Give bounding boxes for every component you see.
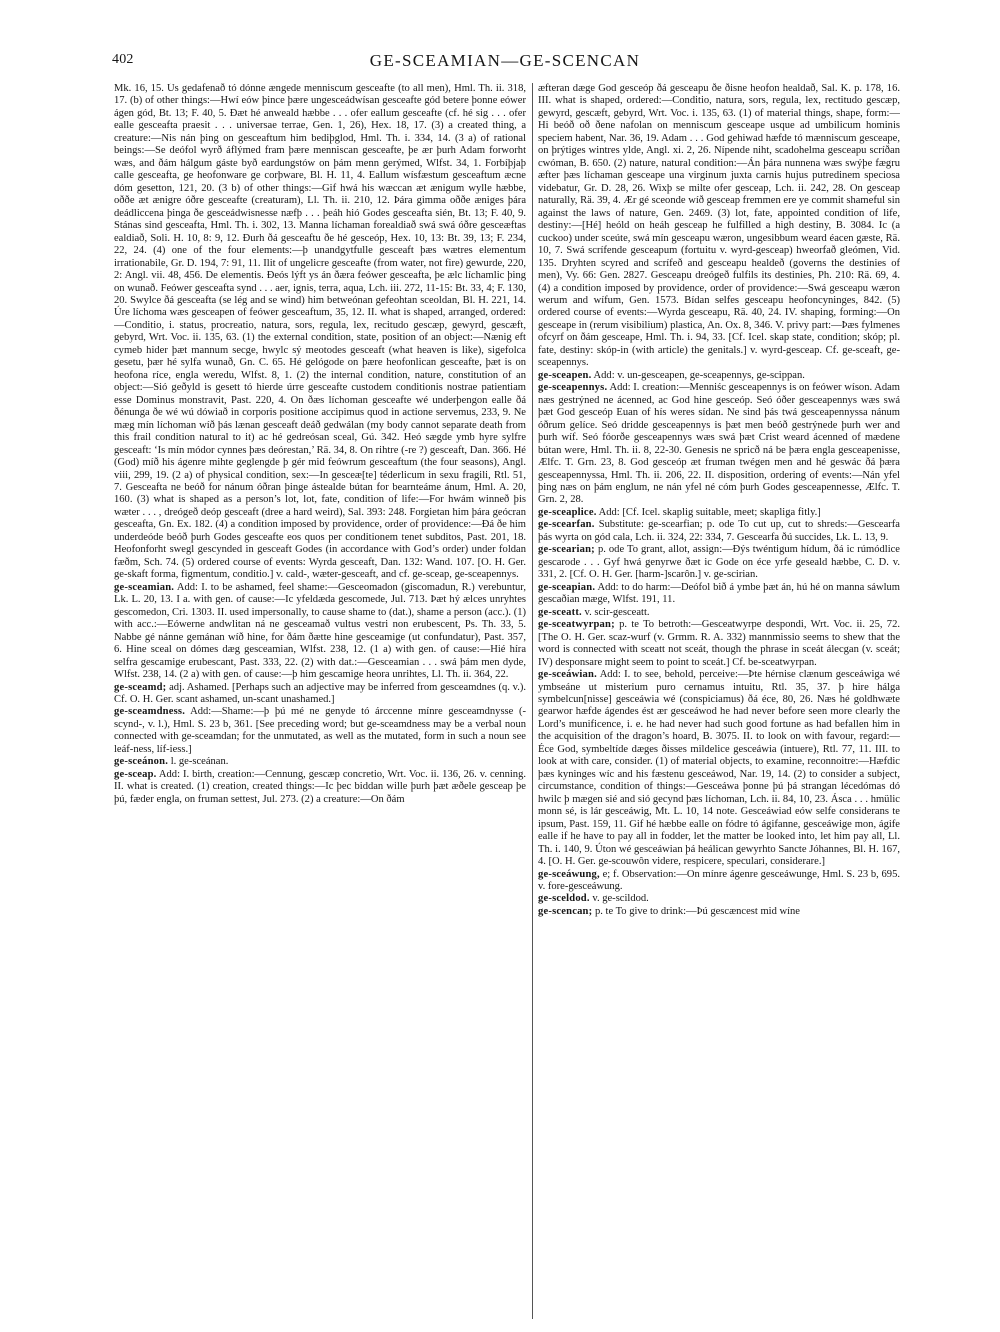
dictionary-entry <box>114 582 526 682</box>
entry-headword: ge-sceánon. <box>114 756 169 768</box>
entry-text: Mk. 16, 15. Ús gedafenað tó dónne ængede menniscum gesceafte (to all men), Hml. Th. ii. 318, 17. (b) of other things:—Hwí eów þince þære ungesceádwísan gesceafte gód betere þonne eówer ágen gód, Bt. 13; F. 40, 5. Ðæt hé anweald hæbbe . . . ofer eallum gesceafte (cf. hé sig . . . ofer ealle gesceafta praesit . . . universae terrae, Gen. 1, 26), Hex. 18, 17. (3) a created thing, a creature:—Nis nán þing on gesceaftum him bediþglod, Hml. Th. i. 334, 14. (3 a) of rational beings:—Se deófol wyrð áflýmed fram þære menniscan gesceafte, þe ær þurh Adam forworht wæs, and ðám hálgum gáste byð eardungstów on þám menn gerýmed, Wlfst. 34, 1. Forbíþjaþ calle gesceafta, ge heofonware ge corþware, Bl. H. 11, 4. Eallum wísfæstum gesceaftum æcne dóm gesetton, 121, 20. (3 b) of other things:—Gif hwá his wæccan æt ænigum wylle hæbbe, oððe æt ænigre óðre gesceafte (creaturam), Ll. Th. ii. 210, 12. Þára gimma oððe æniges þára deádliccena þinga ðe gesceádwisnesse næfþ . . . þeáh hió Godes gesceafta sién, Bt. 13; F. 40, 9. Stánas sind gesceafta, Hml. Th. i. 302, 13. Manna líchaman forealdiað swá swá óðre gesceæftas ealdiað, Soli. H. 10, 8: 9, 12. Ðurh ðá gesceaftu ðe hé gesceóp, Hex. 10, 13: Bt. 39, 13; F. 234, 22, 24. (4) one of the four elements:—þ unandgytfulle gesceaft þæs wætres elementum irrationabile, Gr. D. 194, 7: 91, 11. Ilit of ungelicre gesceafte (from water, not fire) gewurde, 220, 2: Angl. vii. 48, 456. De elementis. Ðeós lýft ys án ðæra feówer gesceafta, þe ælc líchamlic þing on wunað. Feówer gesceafta synd . . . aer, ignis, terra, aqua, Lch. iii. 272, 11-15: Bt. 33, 4; F. 130, 20. Swylce ðá gesceafta (se lég and se wind) him betweónan gefeohtan sceoldan, Bl. H. 221, 14. Úre líchoma wæs gesceapen of feówer gesceaftum, 35, 12. II. what is shaped, arranged, ordered:—Conditio, i. status, procreatio, natura, sors, regula, lex, recitudo gescæp, gewyrd, gescæft, gebyrd, Wrt. Voc. ii. 135, 63. (1) the external condition, state, position of an object:—Nænig eft cymeb hider þæt mannum secge, hwylc sý meotodes gesceaft (what heaven is like), sigefolca gesetu, þær hé sylfa wunað, Gn. C. 65. Hé gelógode on þære heofonlican gesceafte, þæt is on heofona ríce, engla weredu, Wlfst. 8, 1. (2) the internal condition, nature, constitution of an object:—Sió geðyld is gesett tó hierde úrre gesceafte custodem conditionis nostrae patientiam esse Dominus monstravit, Past. 220, 4. On ðæs líchoman gesceafte wé underþengon ealle ðá ðénunga ðe wé wú dówiað in corporis positione accipimus quod in actione servemus, 233, 9. Ne mæg mín líchoman wíð þás lænan gesceaft deáð gedwálan (my body cannot separate death from this frail condition natural to it) ac hé gedreósan sceal, Gú. 342. Heó sægde ymb hyre sylfre gesceaft: ‘Is mín módor cynnes þæs deórestan,’ Rä. 34, 8. On rihtre (-re ?) gesceaft, Dan. 366. Hé (God) míð his ágenre mihte geglengde þ gér mid feówrum gesceaftum (the four seasons), Angl. viii, 299, 19. (2 a) of physical condition, sex:—In gesceæ[te] téderlicum in sexu fragili, Rtl. 51, 7. Gesceafta ne beóð for nánum óðran þinge ástealde bútan for bearnteáme ánum, Hml. A. 20, 160. (3) what is shaped as a person’s lot, lot, fate, condition of life:—For hwám winneð þis wæter . . . , dreógeð deóp gesceaft (dree a hard weird), Sal. 393: 248. Forgietan him þára geócran gesceafta, Gn. Ex. 182. (4) a condition imposed by providence, order of providence:—Ðá ðe him underdeóde beóð þurh Godes gesceafte eos quos per conditionem tenet subditos, Past. 201, 18. Heofonforht swegl gescynded in gesceaft Godes (in accordance with God’s order) under foldan fæðm, Sch. 74. (5) ordered course of events: Wyrda gesceaft, Dan. 132: Wand. 107. [O. H. Ger. ge-skaft forma, figmentum, conditio.] v. cald-, wæter-gesceaft, and cf. ge-sceap, ge-sceapennys. <box>114 83 526 581</box>
dictionary-entry <box>538 370 900 382</box>
entry-headword: ge-scencan; <box>538 905 593 917</box>
entry-headword: ge-sceaplice. <box>538 506 597 518</box>
entry-headword: ge-sceatwyrpan; <box>538 619 615 631</box>
entry-text: p. te To betroth:—Gesceatwyrpe despondi, Wrt. Voc. ii. 25, 72. [The O. H. Ger. scaz-wurf (v. Grmm. R. A. 332) mannmissio seems to shew that the word is connected with sceatt not sceát, though the phrase in sceát álecgan (v. sceát; IV) desponsare might seem to point to sceát.] Cf. be-sceatwyrpan. <box>538 619 900 668</box>
dictionary-entry <box>114 83 526 582</box>
entry-text: adj. Ashamed. [Perhaps such an adjective may be inferred from gesceamdnes (q. v.). Cf. O. H. Ger. scant ashamed, un-scant unashamed.] <box>114 681 526 705</box>
entry-headword: ge-scearfan. <box>538 519 595 531</box>
dictionary-entry <box>538 519 900 544</box>
entry-headword: ge-sceáwian. <box>538 669 597 681</box>
dictionary-entry <box>538 893 900 905</box>
dictionary-entry <box>538 607 900 619</box>
page-number: 402 <box>112 52 134 67</box>
entry-text: æfteran dæge God gesceóp ðá gesceapu ðe ðisne heofon healdað, Sal. K. p. 178, 16. III. what is shaped, ordered:—Conditio, natura, sors, regula, lex, rectitudo gescæp, gewyrd, gescæft, gebyrd, Wrt. Voc. i. 135, 63. (1) of material things, shape, form:—Hi beóð oð ðene nafolan on menniscum gesceape usque ad umbilicum hominis speciem habent, Nar. 36, 19. Adam . . . God gehiwad hæfde tó mænniscum gesceape, on þrýtiges wintres ylde, Angl. xi. 2, 26. Nípende niht, scadohelma gesceapu scríðan cwóman, B. 650. (2) nature, natural condition:—Án þára nunnena wæs swýþe fægru æfter þæs líchaman gesceape una virginum juxta carnis hujus putredinem speciosa videbatur, Gr. D. 28, 26. Wixþ se milte ofer gesceap, Lch. ii. 242, 28. On gesceap naturally, Rä. 39, 4. Ær gé sceonde wíð gesceap fremmen ere ye commit shameful sin against the laws of nature, Gen. 2469. (3) lot, fate, appointed condition of life, destiny:—[Hé] heóld on heáh gesceap he fulfilled a high destiny, B. 3084. Ic (a cuckoo) under sceúte, swá mín gesceapu wæron, ungesibbum weard éacen gæste, Rä. 10, 7. Swá scrífende gesceapum (fortuitu v. wyrd-gesceap) hweorfað gleómen, Vid. 135. Dryhten scyred and scrífeð and gesceapu healdeð (governs the destinies of men), Vy. 66: Gen. 2827. Gesceapu dreógeð fulfils its destinies, Ph. 210: Rä. 69, 4. (4) a condition imposed by providence, order of providence:—Swá gesceapu wæron werum and wífum, Gen. 1573. Bídan selfes gesceapu heofoncyninges, 842. (5) ordered course of events:—Wyrda gesceapu, Rä. 40, 24. IV. shaping, forming:—On gesceape in (rerum visibilium) plastica, An. Ox. 8, 346. V. privy part:—Þæs fylmenes ofcyrf on ðám gesceape, Hml. Th. i. 94, 33. [Cf. Icel. skap state, condition; skóp; pl. fate, destiny: skóp-in (with article) the genitals.] v. wyrd-gesceap. Cf. ge-sceaft, ge-sceapennys. <box>538 83 900 369</box>
entry-text: p. te To give to drink:—Þú gescæncest mid wíne <box>594 905 800 917</box>
entry-headword: ge-sceamd; <box>114 681 167 693</box>
entry-text: Add:—Shame:—þ þú mé ne genyde tó árccenne mínre gesceamdnysse (-scynd-, v. l.), Hml. S. 23 b, 361. [See preceding word; but ge-sceamdness may be a verbal noun connected with ge-sceamdan; for the unmutated, as well as the mutated, form in such a noun see leáf-ness, líf-iess.] <box>114 706 526 755</box>
entry-headword: ge-sceapen. <box>538 369 592 381</box>
entry-text: e; f. Observation:—On mínre ágenre gesceáwunge, Hml. S. 23 b, 695. v. fore-gesceáwung. <box>538 868 900 892</box>
dictionary-entry <box>538 544 900 581</box>
entry-headword: ge-sceldod. <box>538 893 590 905</box>
entry-text: v. scir-gesceatt. <box>584 606 650 618</box>
entry-text: Add: I. birth, creation:—Cennung, gescæp concretio, Wrt. Voc. ii. 136, 26. v. cenning. II. what is created. (1) creation, created things:—Ic þec biddan wille þurh þæt æðele gesceap þe þú, fæder engla, on fruman settest, Jul. 273. (2) a creature:—On ðám <box>114 768 526 805</box>
dictionary-entry <box>114 769 526 806</box>
entry-text: Add: I. to see, behold, perceive:—Þte hérnise clænum gesceáwiga wé ymbseáne ut misterium puro cernamus intuitu, Rtl. 35, 37. þ hire hálga symbelcun[nisse] gesceáwia wé (conspiciamus) ðá éce, 80, 26. Næs hé goldhwæte gearwor hæfde ágendes ést ær gesceáwod he had never before seen more clearly the Lord’s munificence, i. e. he had never had such good fortune as had befallen him in the acquisition of the dragon’s hoard, B. 3075. II. to look on with favour, regard:—Éce God, symbeltíde dæges ðisses mildelice gesceáwia (intuere), Rtl. 77, 11. III. to look at with care, consider. (1) of material objects, to examine, reconnoitre:—Hæfdic þæs kyninges wíc and his fæstenu gesceáwod, Nar. 19, 14. (2) to consider a subject, circumstance, condition of things:—Gesceáwa þonne þú þá strangan lécedómas dó hwilc þ mægen sié and sió gecynd þæs líchoman, Lch. ii. 84, 10, 23. Ásca . . . hmülic monn sé, is lár gesceáwig, Mt. L. 10, 14 note. Gesceáwiad eów selfe considerans te ipsum, Past. 159, 11. Gif hé hæbbe ealle on fódre tó ágifanne, gesceáwige mon, ágife ealle if he have to pay all in fodder, let the matter be looked into, let him pay all, Ll. Th. i. 140, 9. Úton wé gesceáwian þá heálican gewyrhto Sancte Jóhannes, Bl. H. 167, 4. [O. H. Ger. ge-scouwôn videre, respicere, speculari, considerare.] <box>538 669 900 868</box>
entry-headword: ge-sceamian. <box>114 581 175 593</box>
entry-headword: ge-sceap. <box>114 768 157 780</box>
entry-headword: ge-sceamdness. <box>114 706 186 718</box>
dictionary-entry <box>538 83 900 370</box>
dictionary-entry <box>538 619 900 669</box>
right-column <box>538 83 900 1319</box>
entry-text: Add: v. un-gesceapen, ge-sceapennys, ge-scippan. <box>593 369 805 381</box>
dictionary-entry <box>538 869 900 894</box>
dictionary-entry <box>114 706 526 756</box>
entry-text: Add: I. creation:—Menniśc gesceapennys is on feówer wíson. Adam næs gestrýned ne ácenned, ac God hine gesceóp. Seó óðer gesceapennys wæs swá þæt God gesceóp Euan of hís weres sídan. Ne sind þás twá gesceapennyssa nánum óðrum gelíce. Seó dridde gesceapennys is þæt men beóð gestrýnede þurh wer and þurh wíf. Seó fóorðe gesceapennys wæs swá þæt Crist weard ácenned of mædene bútan were, Hml. Th. ii. 8, 22-30. Genesis ne spricð ná be þæra engla gesceapenisse, Ælfc. T. Grn. 23, 8. God gesceóp æt fruman twégen men and hé geswác ðá þæra gesceapennyssa, Hml. Th. ii. 206, 22. II. disposition, ordering of events:—Nán yfel þing næs on þám englum, ne nán yfel né cóm þurh Godes gesceapennesse, Ælfc. T. Grn. 2, 28. <box>538 382 900 506</box>
dictionary-entry <box>538 906 900 918</box>
dictionary-entry <box>114 682 526 707</box>
entry-text: l. ge-sceánan. <box>170 756 229 768</box>
entry-text: Add: to do harm:—Deófol bið á ymbe þæt án, hú hé on manna sáwlum gescaðian mæge, Wlfst. 191, 11. <box>538 581 900 606</box>
dictionary-entry <box>538 582 900 607</box>
entry-headword: ge-sceapian. <box>538 581 596 593</box>
entry-headword: ge-scearian; <box>538 544 595 556</box>
entry-text: p. ode To grant, allot, assign:—Ðýs twéntigum hídum, ðá ic rúmódlice gescarode . . . Gyf hwá genyrwe ðæt ic Gode on éce yrfe geseald hæbbe, C. D. v. 331, 2. [Cf. O. H. Ger. [harm-]scarôn.] v. ge-scirian. <box>538 544 900 581</box>
page-header <box>112 52 898 76</box>
entry-text: v. ge-scildod. <box>592 893 649 905</box>
dictionary-entry <box>538 507 900 519</box>
left-column <box>114 83 526 1319</box>
entry-headword: ge-sceáwung, <box>538 868 600 880</box>
entry-headword: ge-sceatt. <box>538 606 582 618</box>
dictionary-entry <box>538 669 900 869</box>
entry-text: Add: [Cf. Icel. skaplig suitable, meet; skapliga fitly.] <box>598 506 821 518</box>
column-divider <box>532 83 533 1319</box>
dictionary-entry <box>538 382 900 507</box>
entry-text: Substitute: ge-scearfian; p. ode To cut up, cut to shreds:—Gescearfa þás wyrta on gód cala, Lch. ii. 324, 22: 334, 7. Gescearfa ðú succides, Lk. L. 13, 9. <box>538 519 900 543</box>
running-title: GE-SCEAMIAN—GE-SCENCAN <box>369 51 641 70</box>
entry-headword: ge-sceapennys. <box>538 382 608 394</box>
entry-text: Add: I. to be ashamed, feel shame:—Gesceomadon (giscomadun, R.) verebuntur, Lk. L. 20, 13. I a. with gen. of cause:—Ic yfeldæda gescomede, Jul. 713. Þæt hý ælces unryhtes gescomedon, Cri. 1303. II. used impersonally, to cause shame to (dat.), shame a person (acc.). (1) with acc.:—Eówerne andwlitan ná ne gesceamað vultus vestri non erubescent, Ps. Th. 33, 5. Nabbe gé nánne gemánan wíð hine, for ðám ðætte hine gesceamige (ut confundatur), Past. 357, 6. Hine sceal on dómes dæg gesceamian, Wlfst. 238, 12. (1 a) with gen. of cause:—Hié híra selfra gescamige erubescant, Past. 333, 22. (2) with dat.:—Gesceamian . . . swá þám men dyde, Wlfst. 238, 14. (2 a) with gen. of cause:—þ him gescamige heora unrihtes, Ll. Th. ii. 364, 22. <box>114 581 526 681</box>
dictionary-entry <box>114 756 526 768</box>
